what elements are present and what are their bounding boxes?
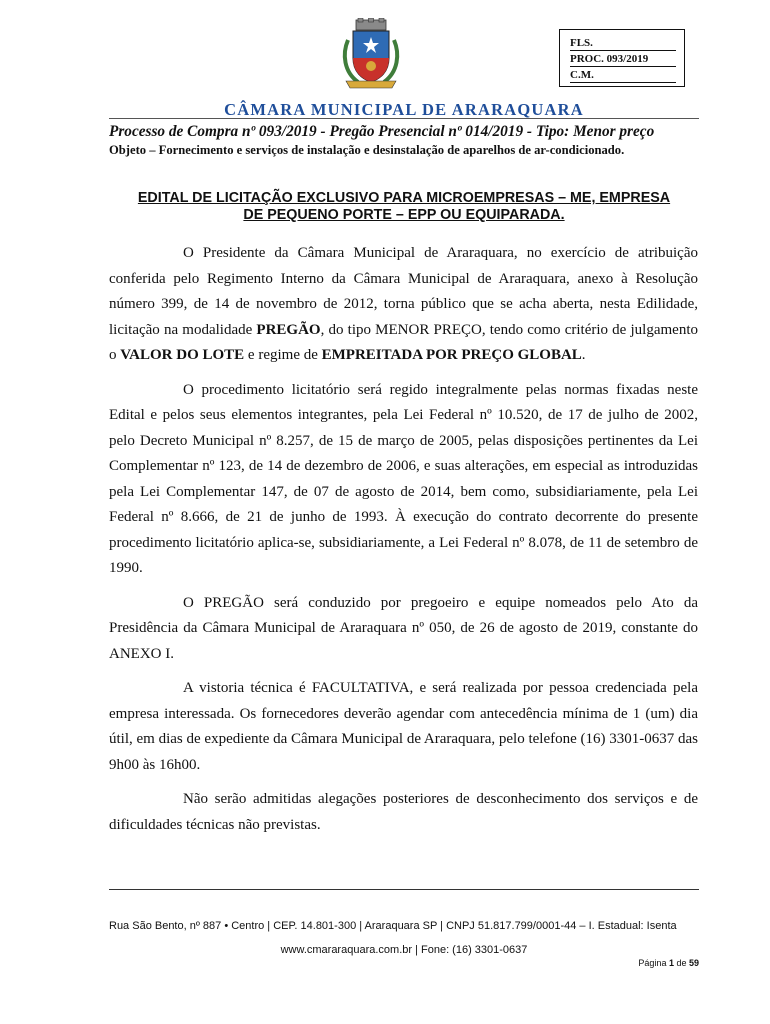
edital-title-line2: DE PEQUENO PORTE – EPP OU EQUIPARADA. bbox=[243, 207, 565, 223]
header-divider bbox=[109, 118, 699, 119]
footer-contact: www.cmararaquara.com.br | Fone: (16) 3301-0637 bbox=[280, 944, 528, 956]
protocol-stamp bbox=[559, 29, 685, 87]
paragraph-4: A vistoria técnica é FACULTATIVA, e será realizada por pessoa credenciada pela empresa interessada. Os fornecedores deverão agendar com antecedência mínima de 1 (um) dia útil, em dias de expediente da Câmara Municipal de Araraquara, pelo telefone (16) 3301-0637 das 9h00 às 16h00. bbox=[109, 680, 698, 773]
process-line: Processo de Compra nº 093/2019 - Pregão Presencial nº 014/2019 - Tipo: Menor preço bbox=[109, 123, 655, 140]
modality-emphasis: PREGÃO bbox=[256, 321, 321, 338]
document-body bbox=[109, 241, 698, 847]
edital-title bbox=[109, 190, 699, 224]
stamp-proc: PROC. 093/2019 bbox=[570, 52, 676, 67]
stamp-cm: C.M. bbox=[570, 68, 676, 83]
paragraph-2: O procedimento licitatório será regido integralmente pelas normas fixadas neste Edital e pelos seus elementos integrantes, pela Lei Federal nº 10.520, de 17 de julho de 2002, pelo Decreto Municipal nº 8.257, de 15 de março de 2005, pelas disposições pertinentes da Lei Complementar nº 123, de 14 de dezembro de 2006, e suas alterações, em especial as introduzidas pela Lei Complementar 147, de 07 de agosto de 2014, bem como, subsidiariamente, pela Lei Federal nº 8.666, de 21 de junho de 1993. À execução do contrato decorrente do presente procedimento licitatório aplica-se, subsidiariamente, a Lei Federal nº 8.078, de 11 de setembro de 1990. bbox=[109, 381, 698, 576]
paragraph-5: Não serão admitidas alegações posteriores de desconhecimento dos serviços e de dificuldades técnicas não previstas. bbox=[109, 791, 698, 833]
edital-title-line1: EDITAL DE LICITAÇÃO EXCLUSIVO PARA MICROEMPRESAS – ME, EMPRESA bbox=[137, 190, 671, 206]
page-number: Página 1 de 59 bbox=[638, 958, 699, 968]
criterion-emphasis: VALOR DO LOTE bbox=[120, 347, 245, 363]
object-line: Objeto – Fornecimento e serviços de instalação e desinstalação de aparelhos de ar-condicionado. bbox=[109, 143, 625, 157]
footer-divider bbox=[109, 889, 699, 890]
regime-emphasis: EMPREITADA POR PREÇO GLOBAL bbox=[321, 347, 582, 363]
footer-address: Rua São Bento, nº 887 • Centro | CEP. 14.801-300 | Araraquara SP | CNPJ 51.817.799/0001-44 – I. Estadual: Isenta bbox=[109, 920, 677, 932]
org-name: CÂMARA MUNICIPAL DE ARARAQUARA bbox=[224, 100, 584, 119]
paragraph-3: O PREGÃO será conduzido por pregoeiro e equipe nomeados pelo Ato da Presidência da Câmara Municipal de Araraquara nº 050, de 26 de agosto de 2019, constante do ANEXO I. bbox=[109, 594, 698, 662]
coat-of-arms-icon bbox=[340, 18, 402, 90]
paragraph-1: O Presidente da Câmara Municipal de Araraquara, no exercício de atribuição conferida pelo Regimento Interno da Câmara Municipal de Araraquara, anexo à Resolução número 399, de 14 de novembro de 2012, torna público que se acha aberta, nesta Edilidade, licitação na modalidade PREGÃO, do tipo MENOR PREÇO, tendo como critério de julgamento o VALOR DO LOTE e regime de EMPREITADA POR PREÇO GLOBAL. bbox=[109, 245, 698, 363]
stamp-fls: FLS. bbox=[570, 36, 676, 51]
